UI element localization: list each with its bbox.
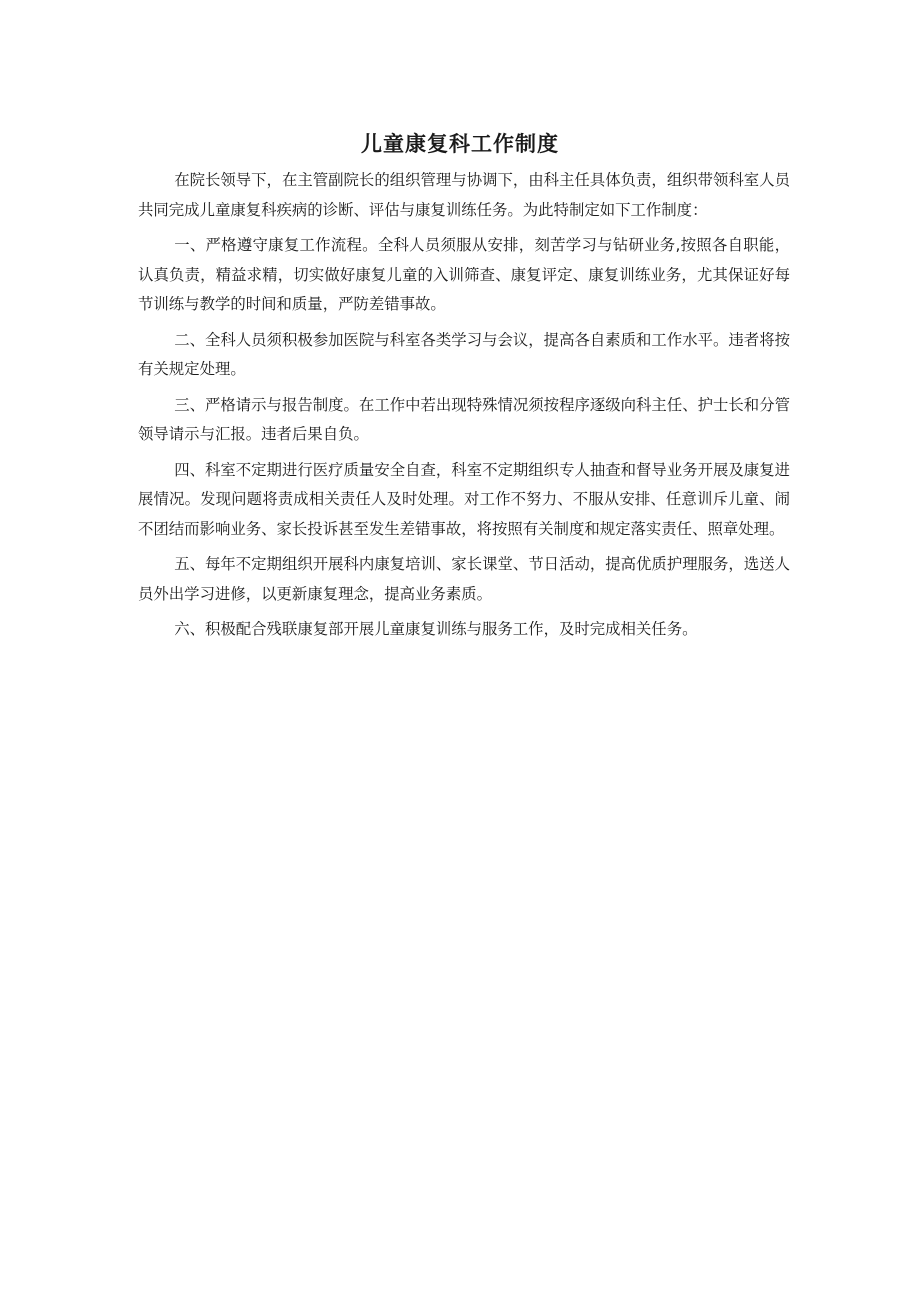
paragraph-intro: 在院长领导下，在主管副院长的组织管理与协调下，由科主任具体负责，组织带领科室人员共同完成儿童康复科疾病的诊断、评估与康复训练任务。为此特制定如下工作制度： (138, 171, 790, 219)
paragraph-rule-6: 六、积极配合残联康复部开展儿童康复训练与服务工作，及时完成相关任务。 (174, 620, 698, 638)
paragraph-rule-4: 四、科室不定期进行医疗质量安全自查，科室不定期组织专人抽查和督导业务开展及康复进展情况。发现问题将责成相关责任人及时处理。对工作不努力、不服从安排、任意训斥儿童、闹不团结而影响业务、家长投诉甚至发生差错事故，将按照有关制度和规定落实责任、照章处理。 (138, 460, 790, 538)
paragraph-rule-1: 一、严格遵守康复工作流程。全科人员须服从安排，刻苦学习与钻研业务,按照各自职能，认真负责，精益求精，切实做好康复儿童的入训筛查、康复评定、康复训练业务，尤其保证好每节训练与教学的时间和质量，严防差错事故。 (138, 236, 790, 313)
paragraph-rule-5: 五、每年不定期组织开展科内康复培训、家长课堂、节日活动，提高优质护理服务，选送人员外出学习进修，以更新康复理念，提高业务素质。 (138, 555, 790, 603)
paragraph-rule-3: 三、严格请示与报告制度。在工作中若出现特殊情况须按程序逐级向科主任、护士长和分管领导请示与汇报。违者后果自负。 (138, 395, 790, 443)
paragraph-rule-2: 二、全科人员须积极参加医院与科室各类学习与会议，提高各自素质和工作水平。违者将按有关规定处理。 (138, 330, 790, 378)
document-title: 儿童康复科工作制度 (361, 132, 559, 156)
document-body (138, 166, 790, 651)
